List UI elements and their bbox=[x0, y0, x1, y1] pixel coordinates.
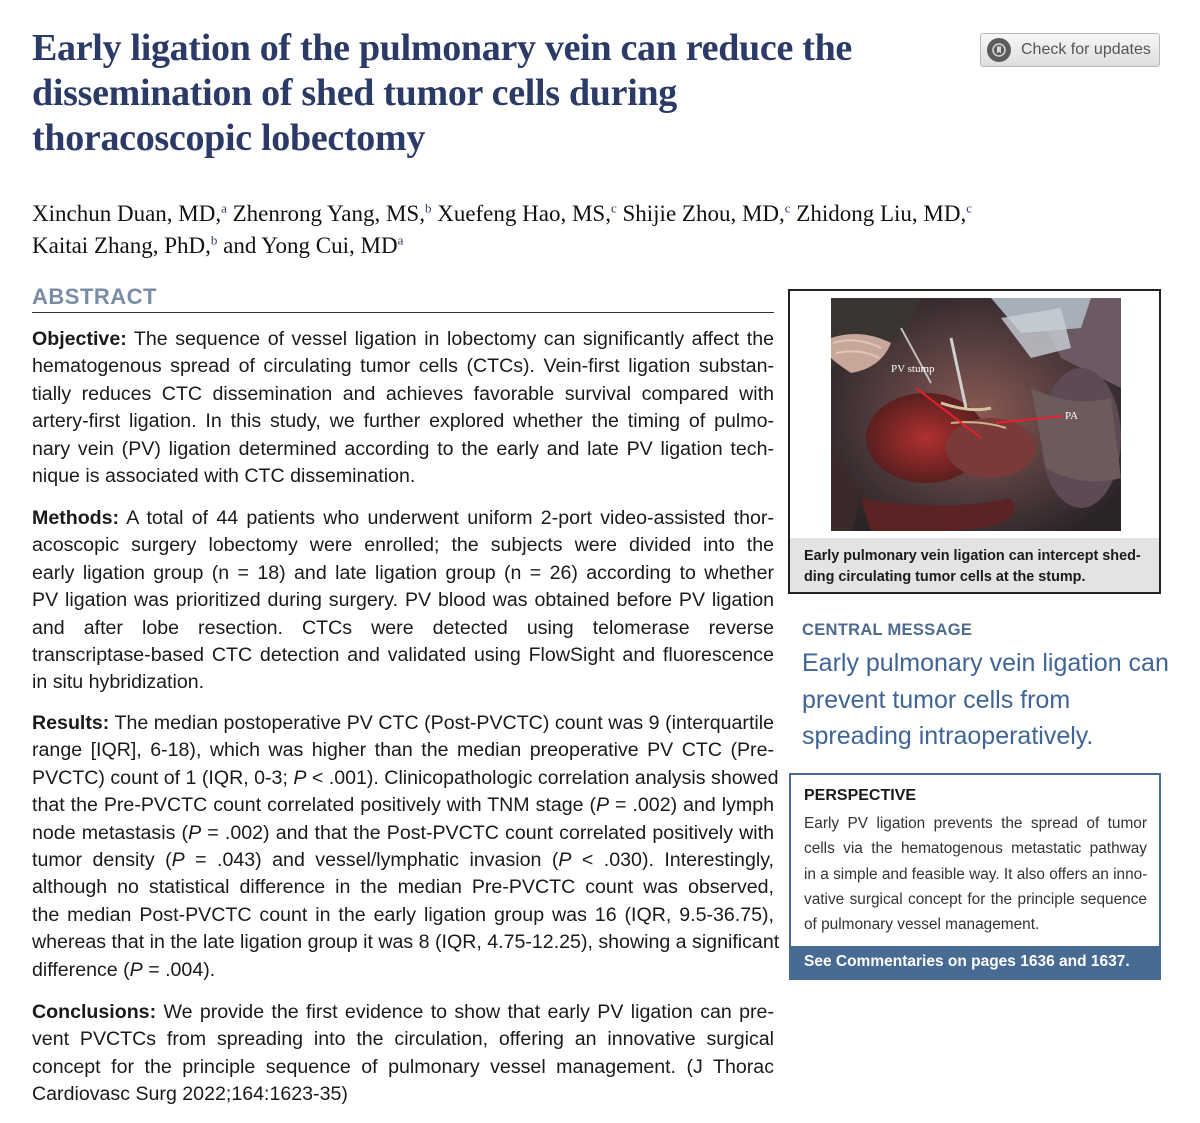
author-name[interactable]: Xinchun Duan, MD, bbox=[32, 201, 222, 226]
perspective-line: Early PV ligation prevents the spread of tumor bbox=[804, 815, 1147, 832]
check-for-updates-button[interactable] bbox=[980, 33, 1160, 67]
affiliation-marker: c bbox=[784, 200, 791, 216]
text-line: early ligation group (n = 18) and late ligation group (n = 26) according to whether bbox=[32, 561, 774, 584]
text-line: acoscopic surgery lobectomy were enrolled; the subjects were divided into the bbox=[32, 534, 774, 557]
author-name[interactable]: Kaitai Zhang, PhD, bbox=[32, 233, 211, 258]
author-name[interactable]: Shijie Zhou, MD, bbox=[622, 201, 785, 226]
text-line: in situ hybridization. bbox=[32, 671, 205, 694]
abstract-results bbox=[32, 710, 780, 984]
author-name[interactable]: and Yong Cui, MD bbox=[223, 233, 398, 258]
author-line bbox=[32, 198, 1152, 230]
abstract-methods bbox=[32, 505, 774, 697]
pv-stump-label: PV stump bbox=[891, 363, 935, 375]
author-line bbox=[32, 230, 1152, 262]
perspective-line: vative surgical concept for the principle sequence bbox=[804, 890, 1147, 908]
bookmark-circle-icon bbox=[987, 38, 1011, 62]
text-line: transcriptase-based CTC detection and validated using FlowSight and fluorescence bbox=[32, 644, 774, 667]
pa-label: PA bbox=[1065, 410, 1079, 422]
message-line: prevent tumor cells from bbox=[802, 685, 1071, 714]
perspective-heading: PERSPECTIVE bbox=[804, 787, 917, 804]
figure-caption bbox=[790, 538, 1159, 592]
section-label: Conclusions: bbox=[32, 1001, 157, 1023]
central-message-label: CENTRAL MESSAGE bbox=[802, 621, 973, 639]
graphical-abstract-figure[interactable] bbox=[788, 289, 1161, 594]
text-line: Methods: A total of 44 patients who underwent uniform 2-port video-assisted thor- bbox=[32, 507, 774, 529]
text-line: difference (P = .004). bbox=[32, 958, 216, 981]
message-line: Early pulmonary vein ligation can bbox=[802, 649, 1169, 677]
author-name[interactable]: Zhenrong Yang, MS, bbox=[232, 201, 425, 226]
message-line: spreading intraoperatively. bbox=[802, 722, 1094, 750]
text-line: range [IQR], 6-18), which was higher than the median preoperative PV CTC (Pre- bbox=[32, 739, 774, 762]
text-line: nary vein (PV) ligation determined according to the early and late PV ligation tech- bbox=[32, 437, 774, 460]
text-line: although no statistical difference in the median Pre-PVCTC count was observed, bbox=[32, 876, 774, 899]
article-title bbox=[32, 26, 932, 161]
text-line: concept for the principle sequence of pulmonary vessel management. (J Thorac bbox=[32, 1055, 774, 1078]
section-label: Methods: bbox=[32, 507, 120, 529]
perspective-line: cells via the hematogenous metastatic pathway bbox=[804, 840, 1147, 858]
perspective-line: in a simple and feasible way. It also offers an inno- bbox=[804, 865, 1148, 883]
perspective-text bbox=[804, 811, 1147, 937]
perspective-panel bbox=[789, 773, 1161, 980]
text-line: hematogenous spread of circulating tumor cells (CTCs). Vein-first ligation substan- bbox=[32, 355, 774, 378]
author-name[interactable]: Zhidong Liu, MD, bbox=[796, 201, 967, 226]
perspective-line: of pulmonary vessel management. bbox=[804, 916, 1040, 934]
affiliation-marker: a bbox=[221, 200, 227, 216]
affiliation-marker: a bbox=[397, 232, 404, 248]
text-line: whereas that in the late ligation group it was 8 (IQR, 4.75-12.25), showing a significant bbox=[32, 931, 780, 954]
commentaries-link[interactable]: See Commentaries on pages 1636 and 1637. bbox=[791, 946, 1159, 978]
abstract-heading: ABSTRACT bbox=[32, 284, 774, 313]
affiliation-marker: c bbox=[610, 200, 617, 216]
check-for-updates-label: Check for updates bbox=[1021, 41, 1151, 58]
caption-line: ding circulating tumor cells at the stump. bbox=[804, 569, 1086, 585]
text-line: PVCTC) count of 1 (IQR, 0-3; P < .001). Clinicopathologic correlation analysis showed bbox=[32, 766, 779, 789]
text-line: the median Post-PVCTC count in the early ligation group was 16 (IQR, 9.5-36.75), bbox=[32, 903, 774, 926]
text-line: vent PVCTCs from spreading into the circulation, offering an innovative surgical bbox=[32, 1028, 774, 1051]
author-list bbox=[32, 198, 1152, 262]
text-line: Results: The median postoperative PV CTC (Post-PVCTC) count was 9 (interquartile bbox=[32, 712, 774, 734]
central-message-text bbox=[802, 645, 1169, 755]
text-line: artery-first ligation. In this study, we further explored whether the timing of pulmo- bbox=[32, 410, 774, 433]
surgical-photo bbox=[831, 298, 1121, 531]
caption-line: Early pulmonary vein ligation can intercept shed- bbox=[804, 548, 1141, 564]
text-line: PV ligation was prioritized during surgery. PV blood was obtained before PV ligation bbox=[32, 589, 774, 612]
text-line: tially reduces CTC dissemination and achieves favorable survival compared with bbox=[32, 382, 774, 405]
title-line: dissemination of shed tumor cells during bbox=[32, 72, 677, 114]
abstract-conclusions bbox=[32, 999, 774, 1109]
affiliation-marker: b bbox=[210, 232, 218, 248]
text-line: and after lobe resection. CTCs were detected using telomerase reverse bbox=[32, 616, 774, 639]
title-line: Early ligation of the pulmonary vein can reduce the bbox=[32, 27, 852, 69]
title-line: thoracoscopic lobectomy bbox=[32, 117, 426, 159]
abstract-objective bbox=[32, 326, 774, 490]
text-line: Cardiovasc Surg 2022;164:1623-35) bbox=[32, 1083, 348, 1106]
text-line: nique is associated with CTC dissemination. bbox=[32, 465, 416, 488]
affiliation-marker: c bbox=[966, 200, 973, 216]
section-label: Objective: bbox=[32, 328, 127, 350]
author-name[interactable]: Xuefeng Hao, MS, bbox=[437, 201, 611, 226]
text-line: tumor density (P = .043) and vessel/lymphatic invasion (P < .030). Interestingly, bbox=[32, 849, 774, 872]
text-line: Objective: The sequence of vessel ligation in lobectomy can significantly affect the bbox=[32, 328, 775, 350]
text-line: node metastasis (P = .002) and that the Post-PVCTC count correlated positively with bbox=[32, 821, 774, 844]
text-line: Conclusions: We provide the first evidence to show that early PV ligation can pre- bbox=[32, 1001, 774, 1023]
text-line: that the Pre-PVCTC count correlated positively with TNM stage (P = .002) and lymph bbox=[32, 794, 774, 817]
affiliation-marker: b bbox=[424, 200, 432, 216]
section-label: Results: bbox=[32, 712, 110, 734]
